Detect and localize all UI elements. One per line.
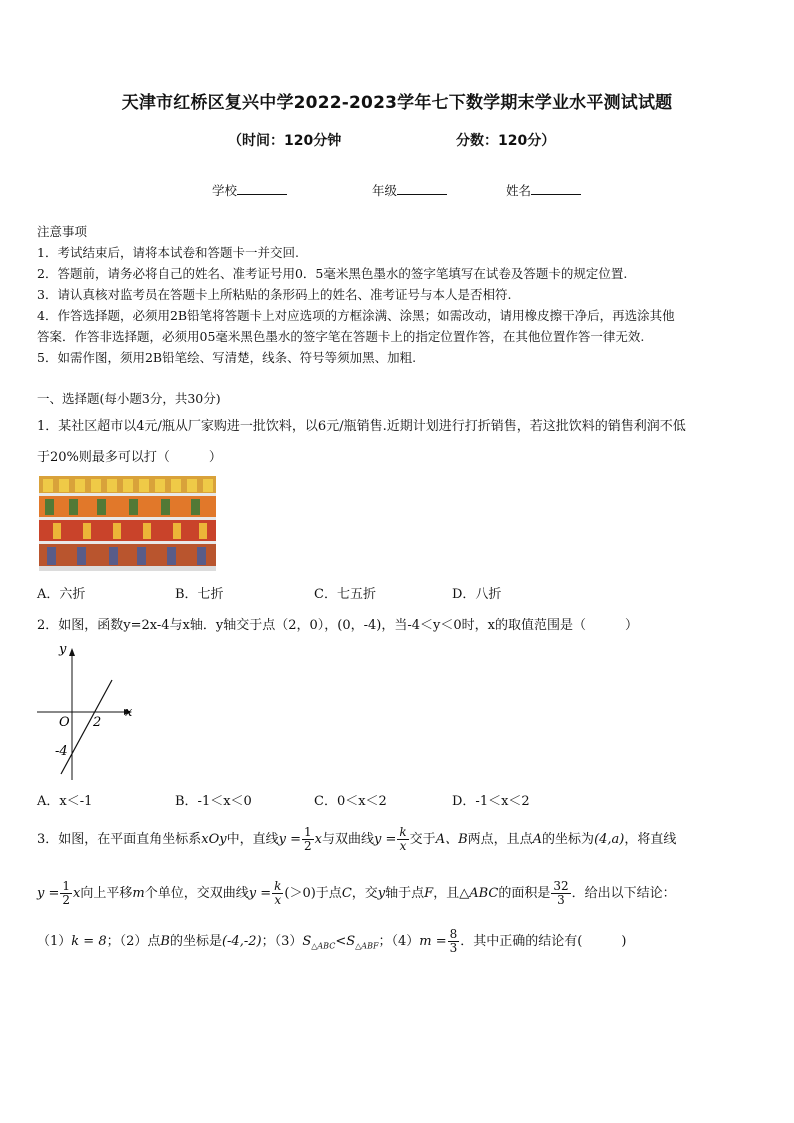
note-item: 4．作答选择题，必须用2B铅笔将答题卡上对应选项的方框涂满、涂黑；如需改动，请用橡皮擦干净后，再选涂其他 xyxy=(37,308,675,323)
origin-label: O xyxy=(59,715,70,730)
school-blank xyxy=(237,182,287,195)
fraction-half: $\frac{1}{2}$ xyxy=(304,825,312,853)
y-axis-label: y xyxy=(59,642,67,657)
note-item: 2．答题前，请务必将自己的姓名、准考证号用0．5毫米黑色墨水的签字笔填写在试卷及答题卡的规定位置. xyxy=(37,266,628,281)
q1-option-d: D．八折 xyxy=(452,587,502,602)
name-label: 姓名 xyxy=(506,183,532,198)
school-label: 学校 xyxy=(212,183,238,198)
q1-option-c: C．七五折 xyxy=(314,587,376,602)
name-field xyxy=(506,181,581,199)
x-axis-label: x xyxy=(125,705,133,720)
q2-option-d: D．-1＜x＜2 xyxy=(452,794,530,809)
q1-option-b: B．七折 xyxy=(175,587,224,602)
school-field xyxy=(212,181,287,199)
fraction-m: $\frac{8}{3}$ xyxy=(449,927,458,955)
y-intercept-label: -4 xyxy=(55,744,68,759)
notes-heading: 注意事项 xyxy=(37,224,88,239)
fraction-area: $\frac{32}{3}$ xyxy=(553,879,569,907)
exam-score: 分数：120分） xyxy=(456,133,556,149)
note-item: 5．如需作图，须用2B铅笔绘、写清楚，线条、符号等须加黑、加粗. xyxy=(37,350,417,365)
fraction-k-over-x: $\frac{k}{x}$ xyxy=(399,825,407,853)
q1-text-line2: 于20%则最多可以打（ ） xyxy=(37,450,222,465)
fraction-k-over-x: $\frac{k}{x}$ xyxy=(274,879,282,907)
q2-option-b: B．-1＜x＜0 xyxy=(175,794,252,809)
name-blank xyxy=(531,182,581,195)
grade-field xyxy=(372,181,447,199)
note-item: 3．请认真核对监考员在答题卡上所粘贴的条形码上的姓名、准考证号与本人是否相符. xyxy=(37,287,512,302)
grade-label: 年级 xyxy=(372,183,398,198)
fraction-half: $\frac{1}{2}$ xyxy=(62,879,71,907)
q1-text-line1: 1．某社区超市以4元/瓶从厂家购进一批饮料，以6元/瓶销售.近期计划进行打折销售，若这批饮料的销售利润不低 xyxy=(37,419,686,434)
q2-text: 2．如图，函数y=2x-4与x轴．y轴交于点（2，0），(0，-4)，当-4＜y＜0时，x的取值范围是（ ） xyxy=(37,618,638,633)
q3-line3: （1）k = 8；（2）点B的坐标是(-4,-2)；$(3)S_{\triangle ABC}<S_{\triangle ABF}$；（4）m = $\frac{8}{3}$ ．其中正确的结论有( ) xyxy=(37,927,627,955)
q1-option-a: A．六折 xyxy=(37,587,86,602)
grade-blank xyxy=(397,182,447,195)
note-item: 1．考试结束后，请将本试卷和答题卡一并交回. xyxy=(37,245,299,260)
q3-line2: y = $\frac{1}{2}$ x向上平移m个单位，交双曲线y = $\frac{k}{x}$ (＞0)于点C，交y轴于点F，且△ABC的面积是 $\frac{32}{3}$ ．给出以下结论： xyxy=(37,879,676,907)
section-heading: 一、选择题(每小题3分，共30分) xyxy=(37,391,221,406)
y-axis-arrow xyxy=(69,648,75,656)
exam-time: （时间：120分钟 xyxy=(228,133,342,149)
page-title: 天津市红桥区复兴中学2022-2023学年七下数学期末学业水平测试试题 xyxy=(121,93,673,113)
q3-line1: 3．如图，在平面直角坐标系xOy中，直线y = $\frac{1}{2}$ x与双曲线y = $\frac{k}{x}$ 交于A、B两点，且点A的坐标为(4,a)，将直线 xyxy=(37,825,677,853)
q2-option-a: A．x＜-1 xyxy=(37,794,93,809)
note-item: 答案．作答非选择题，必须用05毫米黑色墨水的签字笔在答题卡上的指定位置作答，在其他位置作答一律无效. xyxy=(37,329,645,344)
supermarket-shelf-photo xyxy=(39,476,216,571)
q2-option-c: C．0＜x＜2 xyxy=(314,794,387,809)
q2-function-graph xyxy=(37,640,137,780)
x-intercept-label: 2 xyxy=(93,715,102,730)
